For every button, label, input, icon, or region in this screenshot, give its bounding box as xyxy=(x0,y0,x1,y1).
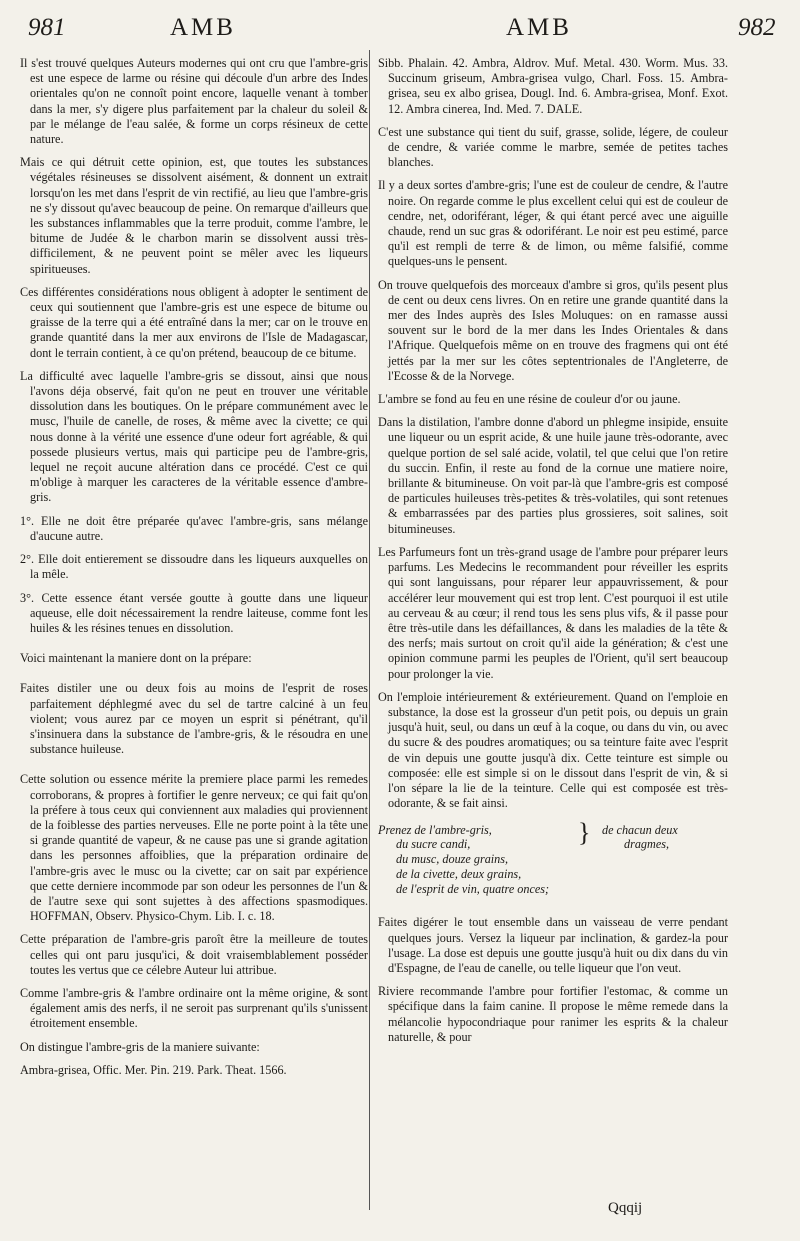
paragraph: Mais ce qui détruit cette opinion, est, que toutes les substances végétales résineuses se dissolvent aisément, & donnent un extrait lorsqu'on les met dans l'esprit de vin rectifié, au lieu que l'ambre-gris ne s'y dissout qu'avec beaucoup de peine. On remarque d'ailleurs que les substances inflammables que la terre produit, comme l'ambre, le bitume de Judée & le charbon marin se dissolvent aussi très-difficilement, & ne peuvent point se mêler avec les liqueurs spiritueuses. xyxy=(20,155,368,276)
recipe-quantity: dragmes, xyxy=(624,837,670,852)
numbered-item: 1°. Elle ne doit être préparée qu'avec l'ambre-gris, sans mélange d'aucune autre. xyxy=(20,513,368,543)
paragraph: L'ambre se fond au feu en une résine de couleur d'or ou jaune. xyxy=(378,392,681,407)
right-running-head: AMB xyxy=(506,14,572,41)
paragraph: Ces différentes considérations nous obligent à adopter le sentiment de ceux qui soutiennent que l'ambre-gris est une espece de bitume ou graisse de la terre qui a été entraîné dans la mer; car on le trouve en grande quantité dans la mer aux environs de l'Isle de Madagascar, dont le terrain contient, à ce qu'on prétend, beaucoup de ce bitume. xyxy=(20,284,368,360)
paragraph: On distingue l'ambre-gris de la maniere suivante: xyxy=(20,1039,260,1054)
right-page-number: 982 xyxy=(738,14,776,41)
paragraph: Cette préparation de l'ambre-gris paroît être la meilleure de toutes celles qui ont paru jusqu'ici, & doit vraisemblablement posséder toutes les vertus que ce célebre Auteur lui attribue. xyxy=(20,932,368,977)
left-running-head: AMB xyxy=(170,14,236,41)
paragraph: Cette solution ou essence mérite la premiere place parmi les remedes corroborans, & propres à fortifier le genre nerveux; ce qui fait qu'on la préfere à tous ceux qui conviennent aux maladies qui proviennent de la foiblesse des parties nerveuses. Elle ne porte point à la tête une si grande quantité de vapeur, & ne cause pas une si grande agitation dans les personnes affoiblies, que la préparation ordinaire de l'ambre-gris avec le musc ou la civette; car on sait par expérience que cette derniere incommode par son odeur les personnes de l'un & de l'autre sexe qui sont sujettes à des affections spasmodiques. HOFFMAN, Observ. Physico-Chym. Lib. I. c. 18. xyxy=(20,772,368,924)
numbered-item: 2°. Elle doit entierement se dissoudre dans les liqueurs auxquelles on la mêle. xyxy=(20,552,368,582)
signature-mark: Qqqij xyxy=(608,1200,643,1216)
column-divider xyxy=(369,50,370,1210)
paragraph: Faites digérer le tout ensemble dans un vaisseau de verre pendant quelques jours. Versez la liqueur par inclination, & gardez-la pour l'usage. La dose est depuis une goutte jusqu'à huit ou dix dans du vin d'Espagne, de l'eau de canelle, ou telle liqueur que l'on veut. xyxy=(378,915,728,975)
paragraph: Les Parfumeurs font un très-grand usage de l'ambre pour préparer leurs parfums. Les Medecins le recommandent pour réveiller les esprits qui sont languissans, pour réparer leur appauvrissement, & pour accélérer leur mouvement qui est trop lent. C'est pourquoi il est utile au cerveau & au cœur; il rend tous les sens plus vifs, & il passe pour être très-utile dans les défaillances, & dans les maladies de la tête & des nerfs; mais surtout on croit qu'il aide la génération; & c'est une opinion commune parmi les peuples de l'Orient, qu'il sert beaucoup pour prolonger la vie. xyxy=(378,544,728,681)
right-column xyxy=(378,56,728,1231)
paragraph: Il s'est trouvé quelques Auteurs modernes qui ont cru que l'ambre-gris est une espece de larme ou résine qui découle d'un arbre des Indes orientales qu'on ne connoît point encore, laquelle venant à tomber dans la mer, s'y digere plus parfaitement par la chaleur du soleil & par le mélange de l'eau salée, & forme un corps résineux de cette nature. xyxy=(20,56,368,147)
left-page-number: 981 xyxy=(28,14,66,41)
recipe-line: Prenez de l'ambre-gris, xyxy=(378,823,492,838)
brace-mark: } xyxy=(578,818,591,848)
recipe-line: du musc, douze grains, xyxy=(396,852,509,867)
recipe-line: du sucre candi, xyxy=(396,837,471,852)
paragraph: Comme l'ambre-gris & l'ambre ordinaire ont la même origine, & sont également amis des nerfs, il ne seroit pas surprenant qu'ils s'unissent étroitement ensemble. xyxy=(20,985,368,1031)
recipe-quantity: de chacun deux xyxy=(602,823,678,838)
paragraph: On trouve quelquefois des morceaux d'ambre si gros, qu'ils pesent plus de cent ou deux cens livres. On en retire une grande quantité dans la mer des Indes auprès des Isles Moluques: on en ramasse aussi souvent sur le bord de la mer dans les Indes Orientales & dans l'Afrique. Quelquefois même on en trouve des fragmens qui ont été jettés par la mer sur les côtes septentrionales de l'Angleterre, de l'Ecosse & de la Norvege. xyxy=(378,277,728,383)
paragraph: On l'emploie intérieurement & extérieurement. Quand on l'emploie en substance, la dose est la grosseur d'un petit pois, ou depuis un grain jusqu'à huit, seul, ou dans un œuf à la coque, ou dans du vin, ou avec du sucre & des poudres aromatiques; ou sa teinture faite avec l'esprit de vin depuis une goutte jusqu'à dix. Cette teinture est simple ou composée: elle est simple si on le dissout dans l'esprit de vin, & si l'on sépare la lie de la teinture. Celle qui est composée est très-odorante, & se fait ainsi. xyxy=(378,689,728,811)
paragraph: La difficulté avec laquelle l'ambre-gris se dissout, ainsi que nous l'avons déja observé, fait qu'on ne peut en trouver une véritable dissolution dans les boutiques. On le prépare communément avec le musc, l'huile de canelle, de roses, & même avec la civette; ce qui nous donne à la vérité une essence d'une odeur fort agréable, & qui possede plusieurs vertus, mais qui participe peu de l'ambre-gris, lequel ne reçoit aucune altération dans ce procédé. C'est ce qui m'oblige à marquer les caracteres de la véritable essence d'ambre-gris. xyxy=(20,368,368,505)
recipe-line: de la civette, deux grains, xyxy=(396,867,522,882)
paragraph: Voici maintenant la maniere dont on la prépare: xyxy=(20,651,252,666)
left-column xyxy=(20,56,368,1231)
paragraph: C'est une substance qui tient du suif, grasse, solide, légere, de couleur de cendre, & variée comme le marbre, semée de petites taches blanches. xyxy=(378,124,728,170)
recipe-block xyxy=(378,818,728,897)
recipe-line: de l'esprit de vin, quatre onces; xyxy=(396,882,550,897)
paragraph: Dans la distilation, l'ambre donne d'abord un phlegme insipide, ensuite une liqueur ou un esprit acide, & une huile jaune très-odorante, avec quelque portion de sel salé acide, volatil, tel que celui que l'on retire du succin. Enfin, il reste au fond de la cornue une matiere noire, brillante & bitumineuse. On voit par-là que l'ambre-gris est composé de particules huileuses très-petites & très-volatiles, qui sont retenues & embarrassées par des parties plus grossieres, soit salines, soit bitumineuses. xyxy=(378,415,728,536)
recipe-instruction: Faites distiler une ou deux fois au moins de l'esprit de roses parfaitement déphlegmé avec du sel de tartre calciné à un feu violent; vous aurez par ce moyen un esprit si pénétrant, qu'il s'insinuera dans la substance de l'ambre-gris, & le résoudra en une substance huileuse. xyxy=(20,681,368,757)
numbered-item: 3°. Cette essence étant versée goutte à goutte dans une liqueur aqueuse, elle doit nécessairement la rendre laiteuse, comme font les huiles & les résines tenues en dissolution. xyxy=(20,590,368,635)
synonym-line: Ambra-grisea, Offic. Mer. Pin. 219. Park. Theat. 1566. xyxy=(20,1062,287,1077)
synonym-list: Sibb. Phalain. 42. Ambra, Aldrov. Muf. Metal. 430. Worm. Mus. 33. Succinum griseum, Ambra-grisea vulgo, Charl. Foss. 15. Ambra-grisea, seu ex albo grisea, Dougl. Ind. 6. Ambra-grisea, Monf. Exot. 12. Ambra cinerea, Ind. Med. 7. DALE. xyxy=(378,56,728,116)
paragraph: Riviere recommande l'ambre pour fortifier l'estomac, & comme un spécifique dans la faim canine. Il propose le même remede dans la mélancolie hypocondriaque pour ranimer les esprits & la chaleur naturelle, & pour xyxy=(378,984,728,1044)
paragraph: Il y a deux sortes d'ambre-gris; l'une est de couleur de cendre, & l'autre noire. On regarde comme le plus excellent celui qui est de couleur de cendre, net, odoriférant, léger, & qui étant percé avec une aiguille chaude, rend un suc gras & odoriférant. Le noir est peu estimé, parce qu'il est rempli de terre & de limon, ou même falsifié, comme quelques-uns le pensent. xyxy=(378,178,728,269)
